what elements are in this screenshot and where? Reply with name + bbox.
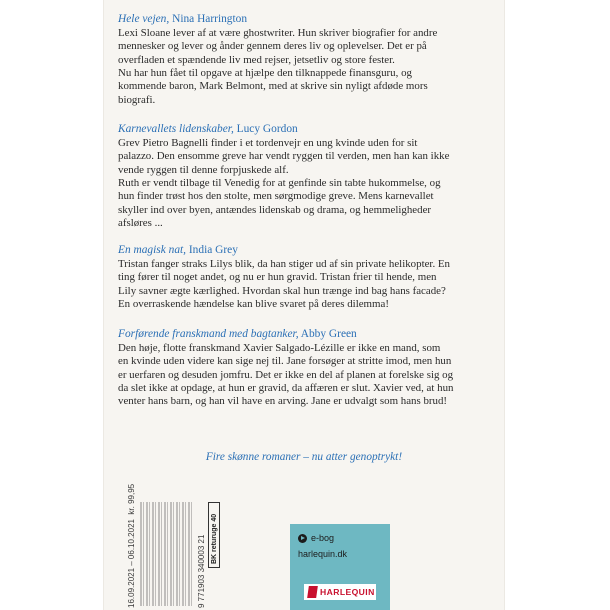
section-2-line-1: Grev Pietro Bagnelli finder i et tordenvejr en ung kvinde uden for sit [118,136,418,149]
section-2-line-5: hun finder trøst hos den stolte, men sørgmodige greve. Mens karnevallet [118,190,434,203]
section-2-line-7: afsløres ... [118,217,163,230]
section-4-heading [118,328,492,342]
publisher-box [290,524,390,610]
blurb-section-4 [118,328,492,409]
section-2-heading [118,123,492,137]
section-4-title: Forførende franskmand med bagtanker, [118,328,299,340]
barcode-bars [140,502,194,606]
barcode-retur: BK returuge 40 [211,513,218,564]
section-4-line-1: Den høje, flotte franskmand Xavier Salgado-Lézille er ikke en mand, som [118,341,441,354]
section-3-heading [118,244,492,258]
section-2-line-4: Ruth er vendt tilbage til Venedig for at genfinde sin tabte hukommelse, og [118,176,441,189]
ebook-row [298,533,334,543]
harlequin-logo [304,584,376,600]
barcode-dates-text: 16.09.2021 – 06.10.2021 [127,519,136,608]
publisher-website: harlequin.dk [298,549,348,559]
blurb-section-2 [118,123,492,231]
barcode-price: kr. 99,95 [127,483,136,515]
tagline: Fire skønne romaner – nu atter genoptrykt! [205,451,403,463]
section-4-line-2: en kvinde uden videre kan sige nej til. Jane forsøger at stritte imod, men hun [118,355,452,368]
barcode-dates-strip [126,483,138,608]
section-1-title: Hele vejen, [118,13,170,25]
section-2-author: Lucy Gordon [236,123,298,135]
barcode-number-strip [196,504,208,608]
blurb-section-1 [118,13,492,107]
section-1-line-3: overfladen et spændende liv med rejser, jetsetliv og store fester. [118,53,395,66]
section-3-title: En magisk nat, [118,244,187,256]
blurb-section-3 [118,244,492,311]
harlequin-logo-text: HARLEQUIN [320,587,375,597]
barcode-block [124,483,220,610]
section-3-line-2: ting fører til noget andet, og nu er hun gravid. Tristan frier til hende, men [118,271,437,284]
section-4-author: Abby Green [300,328,357,340]
section-1-line-2: mennesker og lever og ånder gennem deres liv og oplevelser. Det er på [118,40,427,53]
section-3-author: India Grey [188,244,238,256]
play-circle-icon [298,534,307,543]
barcode-retur-box [208,502,220,568]
ebook-label: e-bog [311,533,335,543]
book-back-cover [104,0,504,610]
barcode-number: 9 771903 340003 21 [197,534,206,608]
section-1-line-6: biografi. [118,93,156,106]
harlequin-mark-icon [307,586,318,598]
section-3-line-4: En overraskende hændelse kan blive svaret på deres dilemma! [118,297,389,310]
section-1-line-1: Lexi Sloane lever af at være ghostwriter. Hun skriver biografier for andre [118,26,438,39]
section-1-author: Nina Harrington [172,13,248,25]
section-2-line-2: palazzo. Den ensomme greve har vendt ryggen til verden, men han kan ikke [118,150,450,163]
section-4-line-5: venter hans barn, og han vil have en arving. Jane er udvalgt som hans brud! [118,395,448,408]
barcode-dates [127,484,136,608]
section-2-line-6: skyller ind over byen, antændes lidenskab og drama, og hemmeligheder [118,203,432,216]
section-2-title: Karnevallets lidenskaber, [118,123,234,135]
section-1-heading [118,13,492,27]
section-4-line-3: er uerfaren og desuden jomfru. Det er ikke en del af planen at forelske sig og [118,368,454,381]
section-1-line-4: Nu har hun fået til opgave at hjælpe den tilknappede finansguru, og [118,66,412,79]
section-3-line-1: Tristan fanger straks Lilys blik, da han stiger ud af sin private helikopter. En [118,257,450,270]
section-4-line-4: da slet ikke at opdage, at hun er gravid, da affæren er slut. Xavier ved, at hun [118,381,454,394]
section-3-line-3: Lily savner ægte kærlighed. Hvordan skal hun trænge ind bag hans facade? [118,284,446,297]
section-2-line-3: vende ryggen til denne forpjuskede alf. [118,163,289,176]
section-1-line-5: kommende baron, Mark Belmont, med at skrive sin nyligt afdøde mors [118,80,428,93]
